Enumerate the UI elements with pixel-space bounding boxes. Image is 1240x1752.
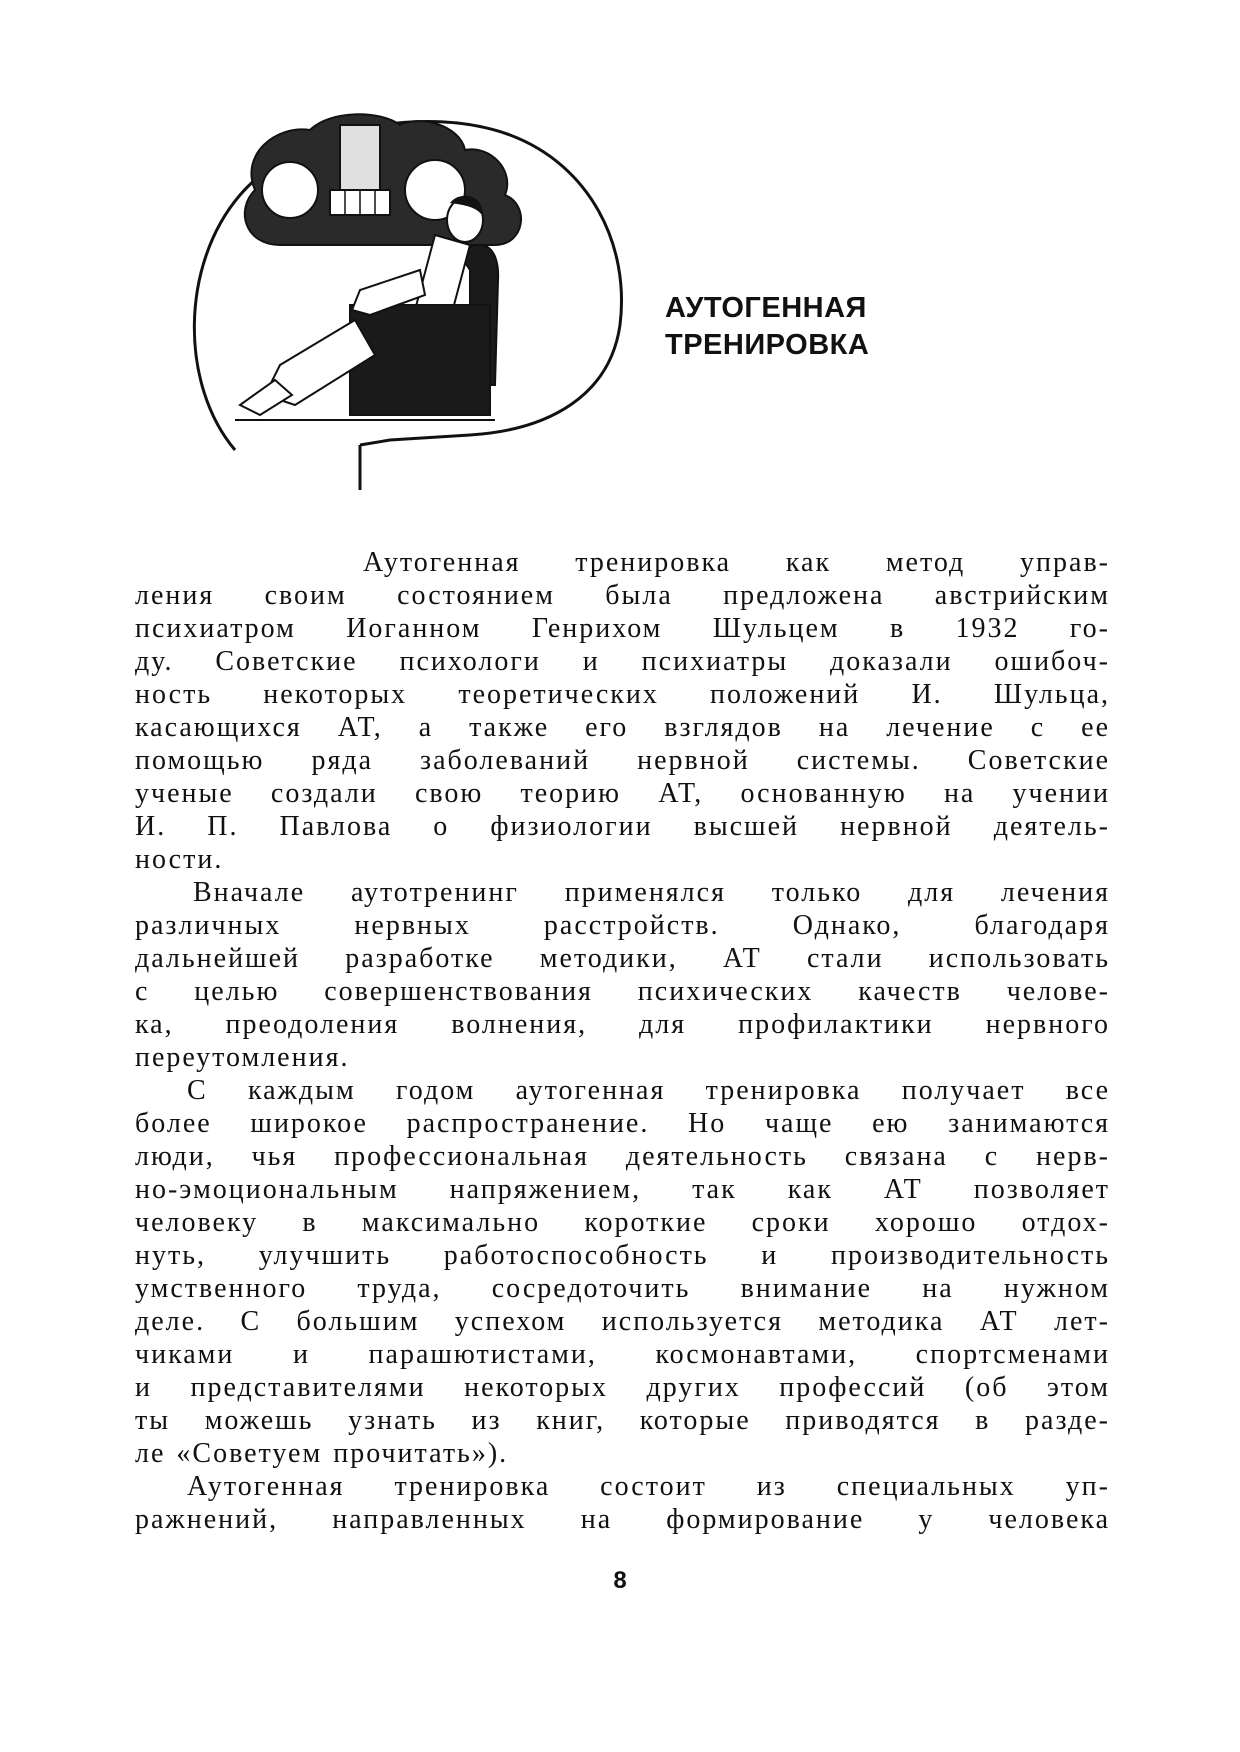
paragraph-1-line-1: Аутогенная тренировка как метод управ- <box>363 547 1110 578</box>
paragraph-1-line-10: ности. <box>135 844 224 875</box>
paragraph-4-line-2: ражнений, направленных на формирование у человека <box>135 1504 1110 1535</box>
paragraph-1-line-2: ления своим состоянием была предложена австрийским <box>135 580 1110 611</box>
paragraph-1-line-4: ду. Советские психологи и психиатры доказали ошибоч- <box>135 646 1110 677</box>
paragraph-2-line-3: дальнейшей разработке методики, АТ стали использовать <box>135 943 1110 974</box>
body-text <box>135 546 1110 1536</box>
paragraph-4-line-1: Аутогенная тренировка состоит из специальных уп- <box>187 1471 1110 1502</box>
paragraph-3-line-12: ле «Советуем прочитать»). <box>135 1438 509 1469</box>
chapter-title-line-2: ТРЕНИРОВКА <box>665 329 870 361</box>
paragraph-2-line-4: с целью совершенствования психических качеств челове- <box>135 976 1110 1007</box>
paragraph-3-line-6: нуть, улучшить работоспособность и производительность <box>135 1240 1110 1271</box>
paragraph-1-line-8: ученые создали свою теорию АТ, основанную на учении <box>135 778 1110 809</box>
paragraph-1-line-7: помощью ряда заболеваний нервной системы. Советские <box>135 745 1110 776</box>
paragraph-1-line-3: психиатром Иоганном Генрихом Шульцем в 1932 го- <box>135 613 1110 644</box>
armchair-seat <box>350 305 490 415</box>
paragraph-1-line-6: касающихся АТ, а также его взглядов на лечение с ее <box>135 712 1110 743</box>
paragraph-3-line-10: и представителями некоторых других профессий (об этом <box>135 1372 1110 1403</box>
page-number: 8 <box>613 1567 627 1594</box>
paragraph-1-line-9: И. П. Павлова о физиологии высшей нервной деятель- <box>135 811 1110 842</box>
paragraph-3-line-8: деле. С большим успехом используется методика АТ лет- <box>135 1306 1110 1337</box>
cloud-circle-left <box>262 162 318 218</box>
autogenic-training-illustration <box>180 95 640 505</box>
paragraph-3-line-4: но-эмоциональным напряжением, так как АТ позволяет <box>135 1174 1110 1205</box>
paragraph-3-line-5: человеку в максимально короткие сроки хорошо отдох- <box>135 1207 1110 1238</box>
paragraph-3-line-7: умственного труда, сосредоточить внимание на нужном <box>135 1273 1110 1304</box>
paragraph-3-line-1: С каждым годом аутогенная тренировка получает все <box>187 1075 1110 1106</box>
chapter-title-line-1: АУТОГЕННАЯ <box>665 292 867 324</box>
paragraph-1-line-5: ность некоторых теоретических положений И. Шульца, <box>135 679 1110 710</box>
paragraph-2-line-1: Вначале аутотренинг применялся только для лечения <box>193 877 1110 908</box>
paragraph-2-line-6: переутомления. <box>135 1042 350 1073</box>
paragraph-3-line-2: более широкое распространение. Но чаще ею занимаются <box>135 1108 1110 1139</box>
paragraph-3-line-3: люди, чья профессиональная деятельность связана с нерв- <box>135 1141 1110 1172</box>
paragraph-2-line-5: ка, преодоления волнения, для профилактики нервного <box>135 1009 1110 1040</box>
paragraph-3-line-9: чиками и парашютистами, космонавтами, спортсменами <box>135 1339 1110 1370</box>
paragraph-2-line-2: различных нервных расстройств. Однако, благодаря <box>135 910 1110 941</box>
chapter-title <box>665 290 985 364</box>
paragraph-3-line-11: ты можешь узнать из книг, которые приводятся в разде- <box>135 1405 1110 1436</box>
cloud-hand <box>340 125 380 195</box>
